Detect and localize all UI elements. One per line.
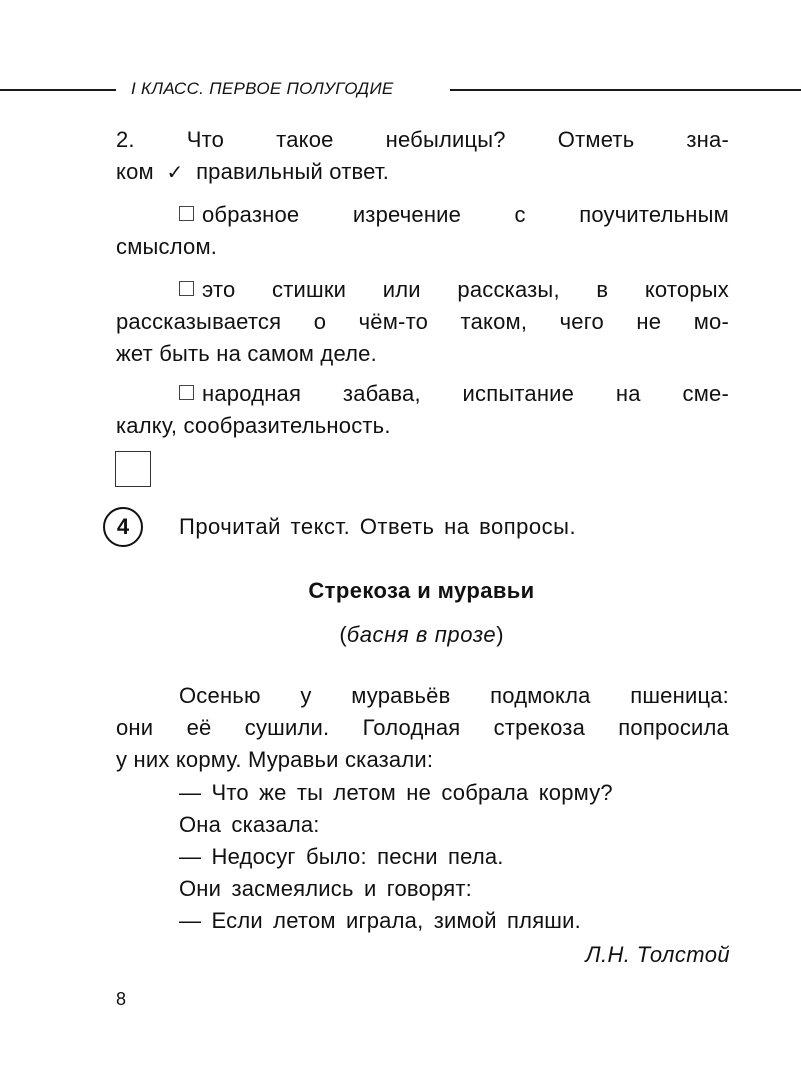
story-author: Л.Н. Толстой <box>585 942 730 967</box>
checkbox-icon[interactable] <box>179 281 194 296</box>
header-rule-left <box>0 89 116 91</box>
task-number-badge: 4 <box>103 507 143 547</box>
story-paragraph <box>116 680 729 776</box>
answer-option-3[interactable] <box>116 378 729 442</box>
question-2-line-2: ком ✓ правильный ответ. <box>116 159 390 184</box>
dialogue-line-4: Они засмеялись и говорят: <box>179 876 472 901</box>
answer-option-1[interactable] <box>116 199 729 263</box>
question-2-line-1: 2. Что такое небылицы? Отметь зна- <box>116 127 729 152</box>
story-title: Стрекоза и муравьи <box>308 578 535 603</box>
answer-option-1-line-1: образное изречение с поучительным <box>116 199 729 231</box>
answer-option-3-line-2: калку, сообразительность. <box>116 413 391 438</box>
dialogue-line-5: — Если летом играла, зимой пляши. <box>179 908 581 933</box>
score-box[interactable] <box>115 451 151 487</box>
checkmark-icon: ✓ <box>166 160 184 184</box>
story-line-1: Осенью у муравьёв подмокла пшеница: <box>179 683 729 708</box>
running-title: I КЛАСС. ПЕРВОЕ ПОЛУГОДИЕ <box>131 79 394 98</box>
answer-option-2[interactable] <box>116 274 729 370</box>
story-line-2: они её сушили. Голодная стрекоза попросила <box>116 715 729 740</box>
dialogue-line-3: — Недосуг было: песни пела. <box>179 844 504 869</box>
answer-option-1-line-2: смыслом. <box>116 234 218 259</box>
story-subtitle: (басня в прозе) <box>339 622 504 647</box>
answer-option-2-line-3: жет быть на самом деле. <box>116 341 377 366</box>
answer-option-2-line-1: это стишки или рассказы, в которых <box>116 274 729 306</box>
story-line-3: у них корму. Муравьи сказали: <box>116 747 434 772</box>
dialogue-line-1: — Что же ты летом не собрала корму? <box>179 780 613 805</box>
answer-option-2-line-2: рассказывается о чём-то таком, чего не мо- <box>116 309 729 334</box>
checkbox-icon[interactable] <box>179 206 194 221</box>
answer-option-3-line-1: народная забава, испытание на сме- <box>116 378 729 410</box>
task-4-instruction: Прочитай текст. Ответь на вопросы. <box>179 514 577 539</box>
question-2-stem <box>116 124 729 188</box>
checkbox-icon[interactable] <box>179 385 194 400</box>
story-dialogue <box>179 777 739 937</box>
dialogue-line-2: Она сказала: <box>179 812 320 837</box>
page-number: 8 <box>116 989 127 1009</box>
header-rule-right <box>450 89 801 91</box>
